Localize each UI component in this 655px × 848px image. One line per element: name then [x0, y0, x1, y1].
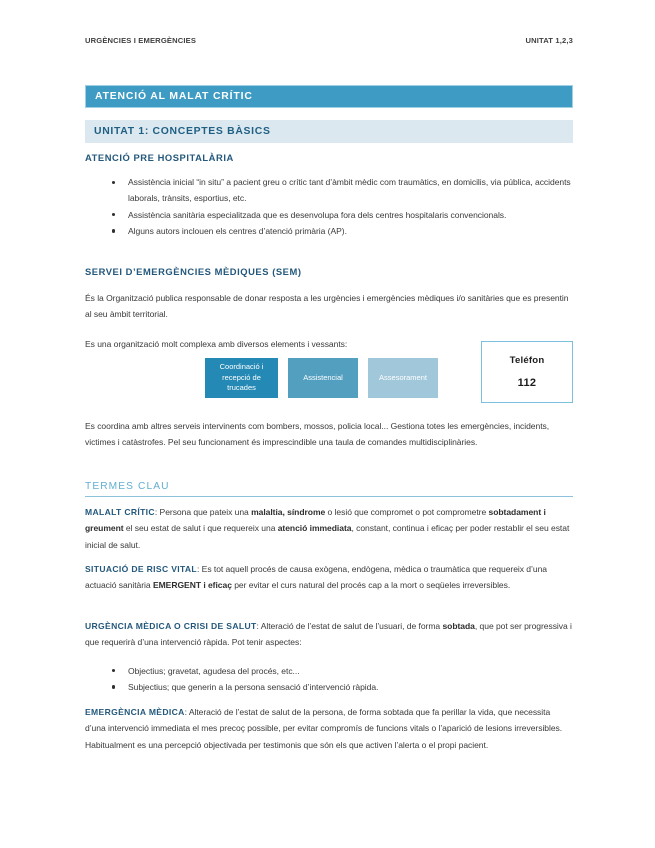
- running-header: [85, 36, 573, 45]
- termes-clau-heading-block: [85, 481, 573, 497]
- term-name: MALALT CRÍTIC: [85, 507, 155, 517]
- section-heading-pre-hospitalaria: ATENCIÓ PRE HOSPITALÀRIA: [85, 152, 234, 163]
- emergency-phone-box: [481, 341, 573, 403]
- sem-paragraph-1: És la Organització publica responsable de donar resposta a les urgències i emergències mèdiques i/o sanitàries que es presentin al seu àmbit territorial.: [85, 293, 569, 320]
- term-name: SITUACIÓ DE RISC VITAL: [85, 564, 198, 574]
- urgencia-bullet-list: [85, 663, 573, 696]
- sem-paragraph-2: Es una organització molt complexa amb diversos elements i vessants:: [85, 338, 348, 349]
- header-left-text: URGÈNCIES I EMERGÈNCIES: [85, 36, 197, 45]
- diagram-box-label: Assistencial: [303, 372, 343, 382]
- list-item: Subjectius; que generin a la persona sensació d’intervenció ràpida.: [85, 679, 573, 695]
- sem-paragraph-3: Es coordina amb altres serveis intervinents com bombers, mossos, policia local... Gestiona totes les emergències, incidents, victimes i catàstrofes. Pel seu funcionament és imprescindible una taula de comandes multidisciplinàries.: [85, 421, 550, 448]
- list-item: Assistència inicial “in situ” a pacient greu o crític tant d’àmbit mèdic com traumàtics, en domicilis, via pública, accidents laborals, trànsits, esportius, etc.: [85, 174, 573, 207]
- section-heading-sem: SERVEI D’EMERGÈNCIES MÈDIQUES (SEM): [85, 266, 302, 277]
- diagram-box-label: Assesorament: [379, 372, 427, 382]
- term-name: URGÈNCIA MÈDICA O CRISI DE SALUT: [85, 621, 257, 631]
- term-name: EMERGÈNCIA MÈDICA: [85, 707, 185, 717]
- document-title: ATENCIÓ AL MALAT CRÍTIC: [95, 91, 253, 102]
- term-emergencia-medica: [85, 704, 573, 753]
- diagram-box-assistencial: [288, 358, 358, 398]
- term-definition: : Persona que pateix una malaltia, síndrome o lesió que compromet o pot comprometre sobtadament i greument el seu estat de salut i que requereix una atenció immediata, constant, continua i eficaç per poder restablir el seu estat inicial de salut.: [85, 507, 570, 550]
- document-title-bar: [85, 85, 573, 108]
- pre-hospitalaria-bullet-list: [85, 174, 573, 239]
- unit-subtitle: UNITAT 1: CONCEPTES BÀSICS: [94, 126, 271, 137]
- sem-coordination-paragraph-block: [85, 418, 573, 451]
- term-definition: : Es tot aquell procés de causa exògena, endògena, mèdica o traumàtica que requereix d’una actuació sanitària EMERGENT i eficaç per evitar el curs natural del procés cap a la mort o seqüeles irreversibles.: [85, 564, 547, 591]
- termes-clau-label: TERMES CLAU: [85, 481, 170, 492]
- term-situacio-risc-vital: [85, 561, 573, 594]
- term-malalt-critic: [85, 504, 573, 553]
- diagram-box-assesorament: [368, 358, 438, 398]
- phone-number: 112: [517, 377, 537, 389]
- section-sem: [85, 266, 573, 352]
- list-item: Alguns autors inclouen els centres d’atenció primària (AP).: [85, 223, 573, 239]
- term-urgencia-medica: [85, 618, 573, 695]
- term-definition: : Alteració de l’estat de salut de la persona, de forma sobtada que fa perillar la vida, que necessita d’una intervenció immediata el mes precoç possible, per evitar compromís de funcions vitals o l’aparició de lesions irreversibles. Habitualment es una percepció objectivada per testimonis que són els que activen l’alerta o el propi pacient.: [85, 707, 563, 750]
- phone-label: Teléfon: [509, 355, 545, 366]
- unit-subtitle-bar: [85, 120, 573, 143]
- diagram-box-coordinacio: [205, 358, 278, 398]
- section-pre-hospitalaria: [85, 152, 573, 239]
- diagram-box-label: Coordinació i recepció de trucades: [219, 362, 264, 393]
- list-item: Assistència sanitària especialitzada que es desenvolupa fora dels centres hospitalaris convencionals.: [85, 207, 573, 223]
- header-right-text: UNITAT 1,2,3: [525, 36, 573, 45]
- termes-clau-underline: [85, 496, 573, 497]
- list-item: Objectius; gravetat, agudesa del procés, etc...: [85, 663, 573, 679]
- term-definition: : Alteració de l’estat de salut de l’usuari, de forma sobtada, que pot ser progressiva i que requerirà d’una intervenció ràpida. Pot tenir aspectes:: [85, 621, 572, 648]
